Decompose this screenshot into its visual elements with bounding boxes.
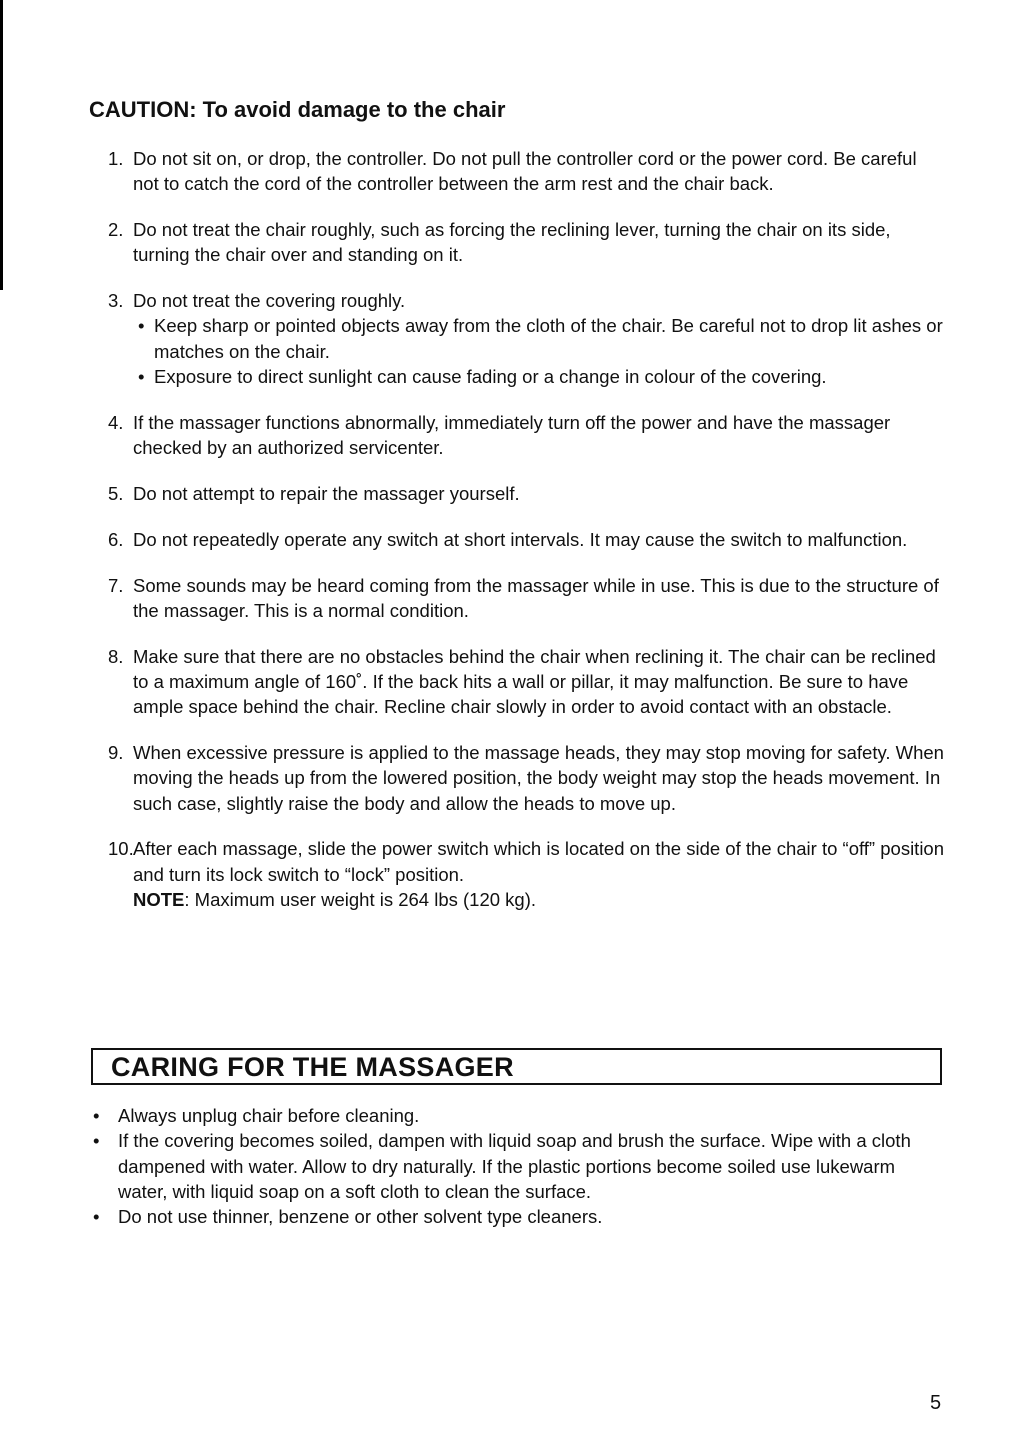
caution-item [96, 410, 946, 461]
care-item-text: If the covering becomes soiled, dampen with liquid soap and brush the surface. Wipe with a cloth dampened with water. Allow to dry naturally. If the plastic portions become soiled use lukewarm water, with liquid soap on a soft cloth to clean the surface. [118, 1130, 911, 1202]
sub-list [133, 313, 946, 389]
item-text: Some sounds may be heard coming from the massager while in use. This is due to the structure of the massager. This is a normal condition. [133, 574, 939, 621]
scan-edge-mark [0, 0, 3, 290]
sub-item-text: Exposure to direct sunlight can cause fading or a change in colour of the covering. [154, 366, 827, 388]
caution-heading: CAUTION: To avoid damage to the chair [89, 97, 506, 122]
caution-item [96, 740, 946, 816]
care-item-text: Always unplug chair before cleaning. [118, 1105, 420, 1126]
care-item [93, 1103, 943, 1128]
item-number: 7. [108, 574, 124, 596]
caution-item [96, 288, 946, 389]
item-number: 8. [108, 645, 124, 667]
note-label: NOTE [133, 889, 185, 911]
item-text: When excessive pressure is applied to the massage heads, they may stop moving for safety. When moving the heads up from the lowered position, the body weight may stop the heads movement. In such case, slightly raise the body and allow the heads to move up. [133, 742, 944, 814]
caution-item [96, 146, 946, 197]
item-number: 9. [108, 742, 124, 764]
item-number: 5. [108, 482, 124, 504]
caution-item [96, 217, 946, 268]
note-line [133, 887, 946, 912]
sub-item-text: Keep sharp or pointed objects away from the cloth of the chair. Be careful not to drop lit ashes or matches on the chair. [154, 315, 943, 362]
item-number: 2. [108, 219, 124, 241]
item-text: After each massage, slide the power switch which is located on the side of the chair to “off” position and turn its lock switch to “lock” position. [133, 838, 945, 885]
item-number: 10. [108, 838, 134, 860]
item-number: 1. [108, 148, 124, 169]
caution-list [96, 146, 946, 933]
bullet-icon: • [138, 366, 145, 388]
item-text: Do not treat the covering roughly. [133, 290, 406, 312]
sub-item [133, 313, 946, 364]
section-header-box [91, 1048, 942, 1085]
item-number: 6. [108, 528, 124, 550]
item-text: If the massager functions abnormally, immediately turn off the power and have the massager checked by an authorized servicenter. [133, 411, 891, 459]
page-number: 5 [930, 1392, 942, 1414]
item-text: Do not sit on, or drop, the controller. Do not pull the controller cord or the power cord. Be careful not to catch the cord of the controller between the arm rest and the chair back. [133, 148, 917, 195]
caution-item [96, 481, 946, 506]
bullet-icon: • [93, 1130, 100, 1152]
caution-item [96, 527, 946, 552]
sub-item [133, 364, 946, 389]
care-item [93, 1128, 943, 1204]
item-text: Do not attempt to repair the massager yourself. [133, 482, 520, 504]
section-title: CARING FOR THE MASSAGER [111, 1052, 514, 1082]
bullet-icon: • [93, 1206, 100, 1228]
bullet-icon: • [138, 315, 145, 337]
item-text: Do not repeatedly operate any switch at short intervals. It may cause the switch to malfunction. [133, 528, 908, 550]
item-text: Do not treat the chair roughly, such as forcing the reclining lever, turning the chair on its side, turning the chair over and standing on it. [133, 219, 891, 266]
bullet-icon: • [93, 1105, 100, 1126]
care-item-text: Do not use thinner, benzene or other solvent type cleaners. [118, 1206, 603, 1228]
item-number: 4. [108, 411, 124, 433]
note-text: : Maximum user weight is 264 lbs (120 kg). [184, 889, 537, 911]
caution-item [96, 644, 946, 720]
care-list [93, 1103, 943, 1229]
item-number: 3. [108, 290, 124, 312]
care-item [93, 1204, 943, 1229]
item-text: Make sure that there are no obstacles behind the chair when reclining it. The chair can be reclined to a maximum angle of 160˚. If the back hits a wall or pillar, it may malfunction. Be sure to have ample space behind the chair. Recline chair slowly in order to avoid contact with an obstacle. [133, 645, 936, 718]
caution-item [96, 573, 946, 624]
caution-item [96, 836, 946, 912]
